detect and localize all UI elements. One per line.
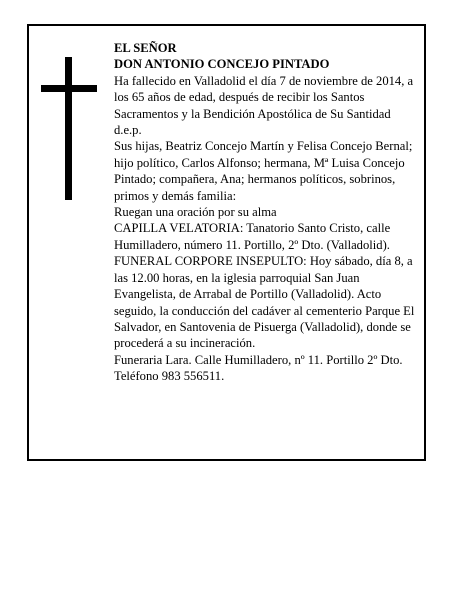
chapel-info: CAPILLA VELATORIA: Tanatorio Santo Cristo, calle Humilladero, número 11. Portillo, 2º Dto. (Valladolid).	[114, 221, 391, 252]
prayer-request: Ruegan una oración por su alma	[114, 205, 277, 220]
funeral-info: FUNERAL CORPORE INSEPULTO: Hoy sábado, día 8, a las 12.00 horas, en la iglesia parroquial San Juan Evangelista, de Arrabal de Portillo (Valladolid). Acto seguido, la conducción del cadáver al cementerio Parque El Salvador, en Santovenia de Pisuerga (Valladolid), donde se procederá a su incineración.	[114, 254, 415, 351]
obituary-text	[114, 40, 422, 385]
dep-text: d.e.p.	[114, 123, 142, 138]
cross-horizontal-bar	[41, 85, 97, 92]
title-line-1: EL SEÑOR	[114, 41, 177, 55]
obituary-notice	[27, 24, 426, 461]
cross-icon	[41, 57, 97, 200]
funeral-home-info: Funeraria Lara. Calle Humilladero, nº 11. Portillo 2º Dto. Teléfono 983 556511.	[114, 352, 403, 384]
deceased-name: DON ANTONIO CONCEJO PINTADO	[114, 57, 330, 72]
death-announcement: Ha fallecido en Valladolid el día 7 de noviembre de 2014, a los 65 años de edad, después de recibir los Santos Sacramentos y la Bendición Apostólica de Su Santidad	[114, 73, 414, 121]
cross-vertical-bar	[65, 57, 72, 200]
family-list: Sus hijas, Beatriz Concejo Martín y Felisa Concejo Bernal; hijo político, Carlos Alfonso; hermana, Mª Luisa Concejo Pintado; compañera, Ana; hermanos políticos, sobrinos, primos y demás familia:	[114, 139, 413, 203]
